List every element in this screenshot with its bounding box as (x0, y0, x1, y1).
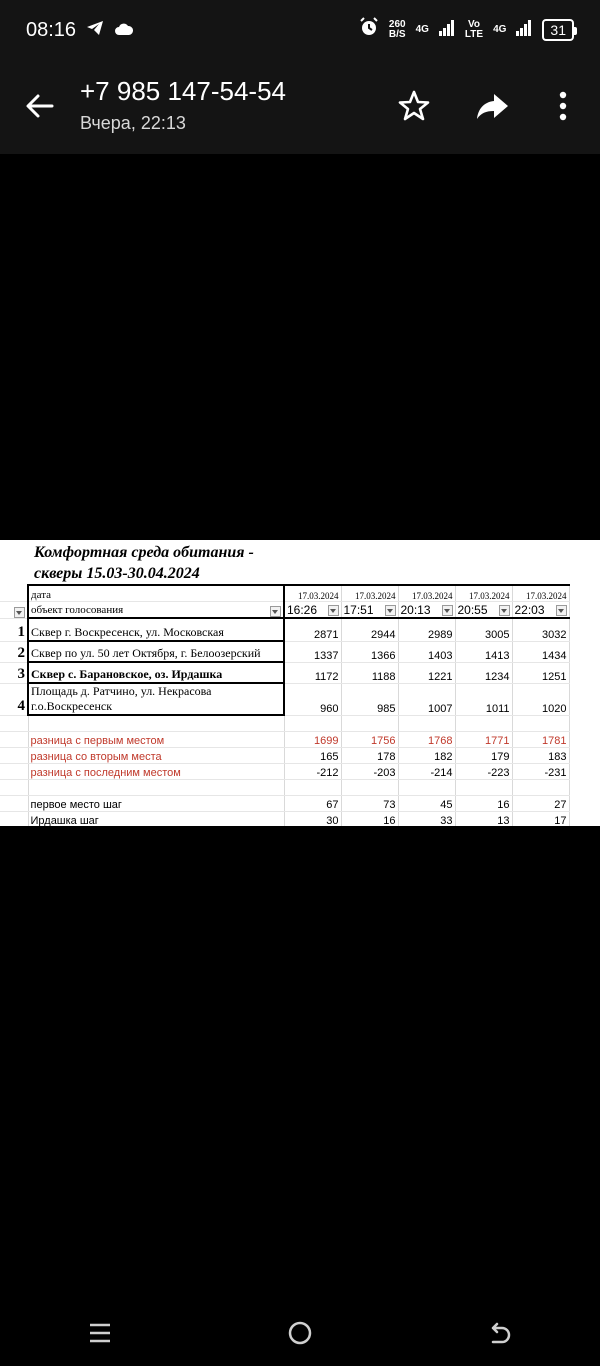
value-cell: 1699 (284, 732, 341, 748)
vote-cell: 1020 (512, 683, 569, 715)
filter-dropdown-icon[interactable] (442, 605, 453, 616)
message-timestamp: Вчера, 22:13 (80, 113, 186, 133)
date-cell: 17.03.2024 (512, 585, 569, 602)
app-bar (0, 60, 600, 154)
empty-row (0, 780, 569, 796)
vote-cell: 1188 (341, 662, 398, 683)
battery-level: 31 (550, 22, 566, 38)
vote-cell: 1337 (284, 641, 341, 662)
value-cell: -231 (512, 764, 569, 780)
value-cell: 178 (341, 748, 398, 764)
value-cell: -223 (455, 764, 512, 780)
spreadsheet-image[interactable] (0, 540, 600, 826)
net-type-1: 4G (415, 24, 429, 35)
row-label: разница с последним местом (28, 764, 284, 780)
vote-cell: 1172 (284, 662, 341, 683)
volte-bottom: LTE (464, 29, 484, 40)
date-row (0, 585, 569, 602)
net-speed-value: 260 (388, 19, 406, 30)
filter-dropdown-icon[interactable] (328, 605, 339, 616)
date-cell: 17.03.2024 (341, 585, 398, 602)
net-type-2: 4G (493, 24, 507, 35)
date-label: дата (28, 585, 284, 602)
row-number: 1 (0, 618, 28, 641)
net-speed-unit: B/S (388, 29, 406, 40)
value-cell: 27 (512, 796, 569, 812)
value-cell: 1781 (512, 732, 569, 748)
value-cell: -203 (341, 764, 398, 780)
row-number: 4 (0, 683, 28, 715)
value-cell: 1756 (341, 732, 398, 748)
irdashka-step-row (0, 812, 569, 827)
cloud-icon (114, 19, 134, 42)
value-cell: 165 (284, 748, 341, 764)
value-cell: 16 (455, 796, 512, 812)
row-label: разница со вторым места (28, 748, 284, 764)
filter-dropdown-icon[interactable] (556, 605, 567, 616)
empty-row (0, 715, 569, 732)
vote-cell: 1366 (341, 641, 398, 662)
value-cell: 17 (512, 812, 569, 827)
table-row (0, 618, 569, 641)
table-row (0, 641, 569, 662)
time-cell: 22:03 (514, 603, 545, 617)
value-cell: 67 (284, 796, 341, 812)
vote-cell: 985 (341, 683, 398, 715)
share-icon[interactable] (474, 88, 510, 124)
object-name: Сквер г. Воскресенск, ул. Московская (28, 618, 284, 641)
vote-cell: 1251 (512, 662, 569, 683)
vote-cell: 1007 (398, 683, 455, 715)
value-cell: 179 (455, 748, 512, 764)
alarm-icon (359, 17, 379, 43)
votes-table (0, 584, 570, 826)
volte-badge (465, 20, 483, 40)
volte-top: Vo (467, 19, 481, 30)
vote-cell: 960 (284, 683, 341, 715)
object-name: Сквер по ул. 50 лет Октября, г. Белоозерский (28, 641, 284, 662)
signal-icon (439, 19, 455, 42)
telegram-icon (86, 19, 104, 42)
clock: 08:16 (26, 18, 77, 41)
home-icon[interactable] (280, 1313, 320, 1353)
vote-cell: 1413 (455, 641, 512, 662)
vote-cell: 1221 (398, 662, 455, 683)
vote-cell: 3005 (455, 618, 512, 641)
time-cell: 20:13 (400, 603, 431, 617)
battery-icon (542, 19, 574, 41)
row-label: разница с первым местом (28, 732, 284, 748)
value-cell: 30 (284, 812, 341, 827)
vote-cell: 2871 (284, 618, 341, 641)
value-cell: -212 (284, 764, 341, 780)
row-label: первое место шаг (28, 796, 284, 812)
star-icon[interactable] (396, 88, 432, 124)
value-cell: 182 (398, 748, 455, 764)
filter-dropdown-icon[interactable] (14, 607, 25, 618)
row-number: 3 (0, 662, 28, 683)
sheet-title-line2: скверы 15.03-30.04.2024 (34, 565, 200, 582)
row-number: 2 (0, 641, 28, 662)
filter-dropdown-icon[interactable] (385, 605, 396, 616)
object-name-line1: Площадь д. Ратчино, ул. Некрасова (31, 684, 212, 698)
value-cell: 73 (341, 796, 398, 812)
date-cell: 17.03.2024 (284, 585, 341, 602)
first-step-row (0, 796, 569, 812)
row-label: Ирдашка шаг (28, 812, 284, 827)
contact-title: +7 985 147-54-54 (80, 76, 287, 106)
value-cell: 16 (341, 812, 398, 827)
table-row (0, 662, 569, 683)
back-icon[interactable] (480, 1313, 520, 1353)
time-cell: 20:55 (457, 603, 488, 617)
diff-second-row (0, 748, 569, 764)
filter-dropdown-icon[interactable] (270, 606, 281, 617)
header-row (0, 602, 569, 619)
sheet-title (34, 542, 254, 584)
value-cell: 1771 (455, 732, 512, 748)
vote-cell: 1011 (455, 683, 512, 715)
status-bar (0, 0, 600, 60)
vote-cell: 1434 (512, 641, 569, 662)
time-cell: 17:51 (343, 603, 374, 617)
diff-first-row (0, 732, 569, 748)
back-arrow-icon[interactable] (22, 88, 58, 124)
table-row (0, 683, 569, 715)
value-cell: 45 (398, 796, 455, 812)
signal-icon (516, 19, 532, 42)
vote-cell: 1234 (455, 662, 512, 683)
value-cell: 1768 (398, 732, 455, 748)
value-cell: 33 (398, 812, 455, 827)
object-label: объект голосования (31, 604, 124, 616)
object-name: Сквер с. Барановское, оз. Ирдашка (28, 662, 284, 683)
object-name-line2: г.о.Воскресенск (31, 699, 113, 713)
value-cell: 183 (512, 748, 569, 764)
more-vert-icon[interactable] (548, 88, 578, 124)
vote-cell: 2989 (398, 618, 455, 641)
date-cell: 17.03.2024 (398, 585, 455, 602)
recent-apps-icon[interactable] (80, 1313, 120, 1353)
vote-cell: 2944 (341, 618, 398, 641)
vote-cell: 3032 (512, 618, 569, 641)
sheet-title-line1: Комфортная среда обитания - (34, 544, 254, 561)
value-cell: 13 (455, 812, 512, 827)
date-cell: 17.03.2024 (455, 585, 512, 602)
time-cell: 16:26 (287, 603, 318, 617)
filter-dropdown-icon[interactable] (499, 605, 510, 616)
object-name (28, 683, 284, 715)
net-speed (389, 20, 406, 40)
value-cell: -214 (398, 764, 455, 780)
system-nav-bar (0, 1300, 600, 1366)
diff-last-row (0, 764, 569, 780)
vote-cell: 1403 (398, 641, 455, 662)
